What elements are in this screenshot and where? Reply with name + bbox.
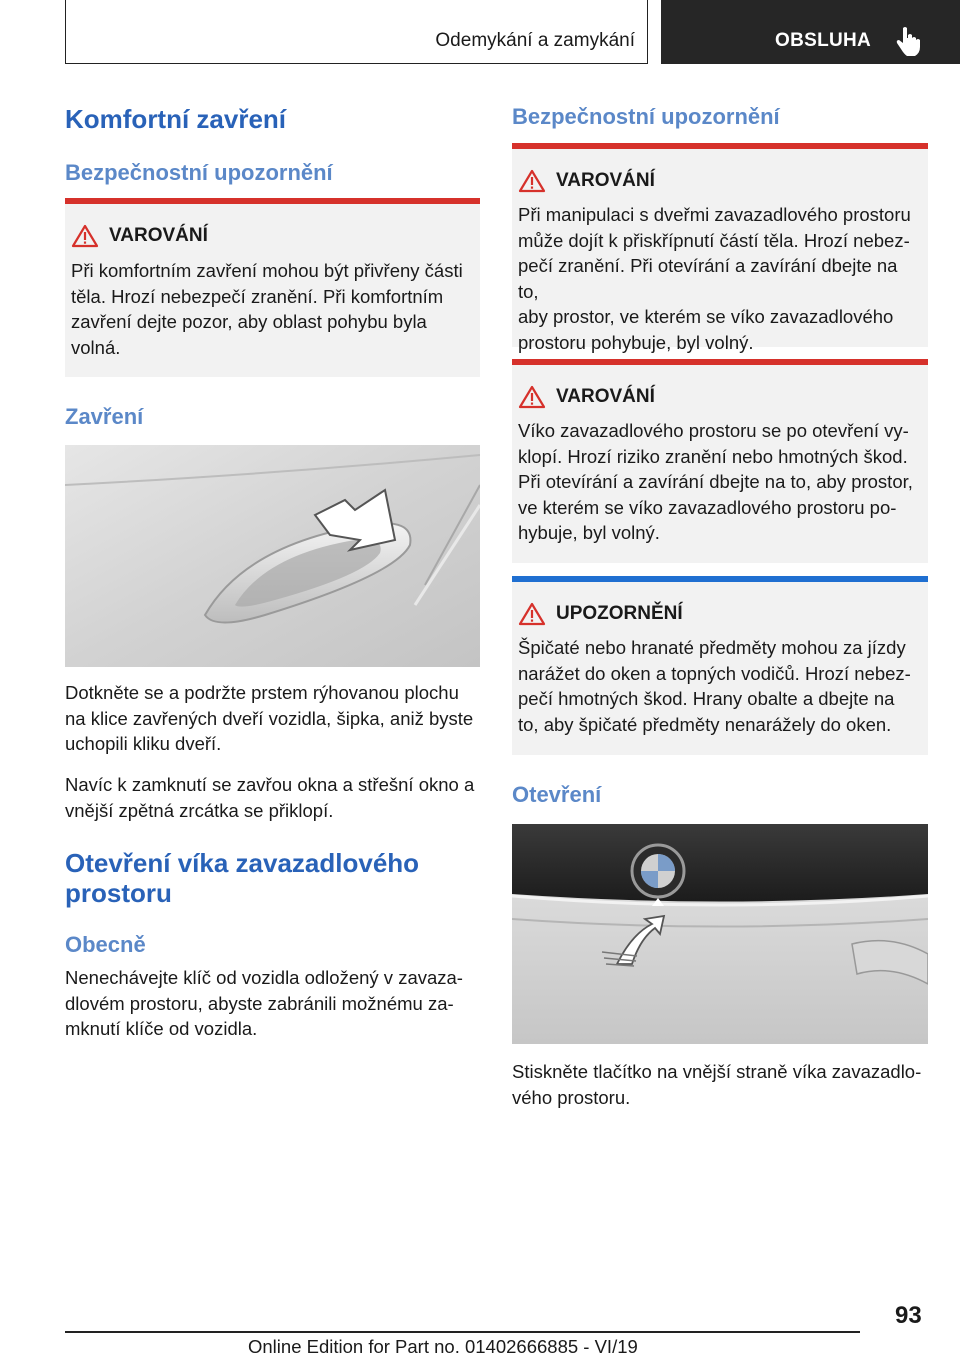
text-line: aby prostor, ve kterém se víko zavazadlového bbox=[518, 306, 894, 327]
notice-bar bbox=[512, 576, 928, 582]
warning-title: VAROVÁNÍ bbox=[556, 170, 655, 191]
text-line: Stiskněte tlačítko na vnější straně víka zavazadlo- bbox=[512, 1061, 922, 1082]
notice-header bbox=[518, 602, 683, 626]
page-number: 93 bbox=[895, 1302, 922, 1329]
text-line: dlovém prostoru, abyste zabránili možnému za- bbox=[65, 992, 454, 1014]
text-line: vnější zpětná zrcátka se přiklopí. bbox=[65, 799, 334, 821]
warning-header bbox=[518, 385, 655, 409]
warning-box-vyklopeni bbox=[512, 359, 928, 563]
text-line: těla. Hrozí nebezpečí zranění. Při komfortním bbox=[71, 285, 444, 307]
text-line: mknutí klíče od vozidla. bbox=[65, 1018, 258, 1039]
text-line: vého prostoru. bbox=[512, 1086, 631, 1108]
text-line: pečí hmotných škod. Hrany obalte a dbejte na bbox=[518, 688, 895, 709]
hand-pointer-icon bbox=[896, 26, 922, 56]
heading-zavreni: Zavření bbox=[65, 404, 144, 429]
heading-bezpecnostni-upozorneni-left: Bezpečnostní upozornění bbox=[65, 160, 333, 185]
text-line: může dojít k přiskřípnutí částí těla. Hrozí nebez- bbox=[518, 229, 910, 251]
warning-bar bbox=[512, 359, 928, 365]
trunk-button-illustration bbox=[512, 824, 928, 1044]
warning-text bbox=[71, 258, 474, 360]
warning-box-pristup bbox=[512, 143, 928, 353]
text-line: Víko zavazadlového prostoru se po otevření vy- bbox=[518, 420, 909, 441]
text-line: Při manipulaci s dveřmi zavazadlového prostoru bbox=[518, 204, 911, 225]
heading-komfortni-zavreni: Komfortní zavření bbox=[65, 104, 287, 134]
notice-box-predmety bbox=[512, 576, 928, 755]
text-line: to, aby špičaté předměty nenarážely do oken. bbox=[518, 713, 892, 735]
text-line: hybuje, byl volný. bbox=[518, 522, 660, 543]
text-line: zavření dejte pozor, aby oblast pohybu byla bbox=[71, 311, 427, 332]
text-line: Dotkněte se a podržte prstem rýhovanou plochu bbox=[65, 682, 459, 703]
text-line: volná. bbox=[71, 336, 121, 358]
warning-bar bbox=[512, 143, 928, 149]
warning-triangle-icon bbox=[518, 385, 546, 409]
warning-title: VAROVÁNÍ bbox=[556, 386, 655, 407]
header-chapter-label: OBSLUHA bbox=[775, 30, 872, 51]
footer-edition: Online Edition for Part no. 01402666885 - VI/19 bbox=[248, 1336, 638, 1357]
text-line: Při otevírání a zavírání dbejte na to, aby prostor, bbox=[518, 471, 913, 492]
paragraph-obecne bbox=[65, 965, 480, 1042]
heading-otevreni-vika bbox=[65, 848, 419, 908]
warning-bar bbox=[65, 198, 480, 204]
text-line: na klice zavřených dveří vozidla, šipka, aniž byste bbox=[65, 707, 474, 729]
heading-line: prostoru bbox=[65, 878, 172, 908]
text-line: Při komfortním zavření mohou být přivřeny části bbox=[71, 260, 463, 281]
text-line: ve kterém se víko zavazadlového prostoru po- bbox=[518, 496, 897, 518]
warning-triangle-icon bbox=[518, 169, 546, 193]
text-line: pečí zranění. Při otevírání a zavírání dbejte na to, bbox=[518, 255, 898, 302]
warning-header bbox=[71, 224, 208, 248]
notice-text bbox=[518, 635, 922, 737]
paragraph-zavreni-instrukce bbox=[65, 680, 480, 757]
header-section-box bbox=[65, 0, 648, 64]
text-line: Navíc k zamknutí se zavřou okna a střešní okno a bbox=[65, 774, 475, 795]
text-line: Nenechávejte klíč od vozidla odložený v zavaza- bbox=[65, 967, 463, 988]
text-line: uchopili kliku dveří. bbox=[65, 733, 222, 754]
header-section-title: Odemykání a zamykání bbox=[435, 30, 635, 51]
footer-rule bbox=[65, 1331, 860, 1333]
text-line: Špičaté nebo hranaté předměty mohou za jízdy bbox=[518, 637, 906, 658]
heading-bezpecnostni-upozorneni-right: Bezpečnostní upozornění bbox=[512, 104, 780, 129]
warning-text bbox=[518, 202, 922, 355]
heading-obecne: Obecně bbox=[65, 932, 146, 957]
door-handle-illustration bbox=[65, 445, 480, 667]
warning-title: VAROVÁNÍ bbox=[109, 225, 208, 246]
warning-box-komfort bbox=[65, 198, 480, 377]
warning-triangle-icon bbox=[71, 224, 99, 248]
header-chapter-tab bbox=[661, 0, 960, 64]
heading-line: Otevření víka zavazadlového bbox=[65, 848, 420, 878]
warning-header bbox=[518, 169, 655, 193]
notice-title: UPOZORNĚNÍ bbox=[556, 603, 683, 624]
heading-otevreni: Otevření bbox=[512, 782, 602, 807]
warning-text bbox=[518, 418, 922, 546]
paragraph-otevreni bbox=[512, 1059, 928, 1110]
text-line: prostoru pohybuje, byl volný. bbox=[518, 331, 754, 353]
notice-triangle-icon bbox=[518, 602, 546, 626]
text-line: klopí. Hrozí riziko zranění nebo hmotných škod. bbox=[518, 445, 908, 467]
paragraph-zavreni-okna bbox=[65, 772, 480, 823]
text-line: narážet do oken a topných vodičů. Hrozí nebez- bbox=[518, 662, 911, 684]
